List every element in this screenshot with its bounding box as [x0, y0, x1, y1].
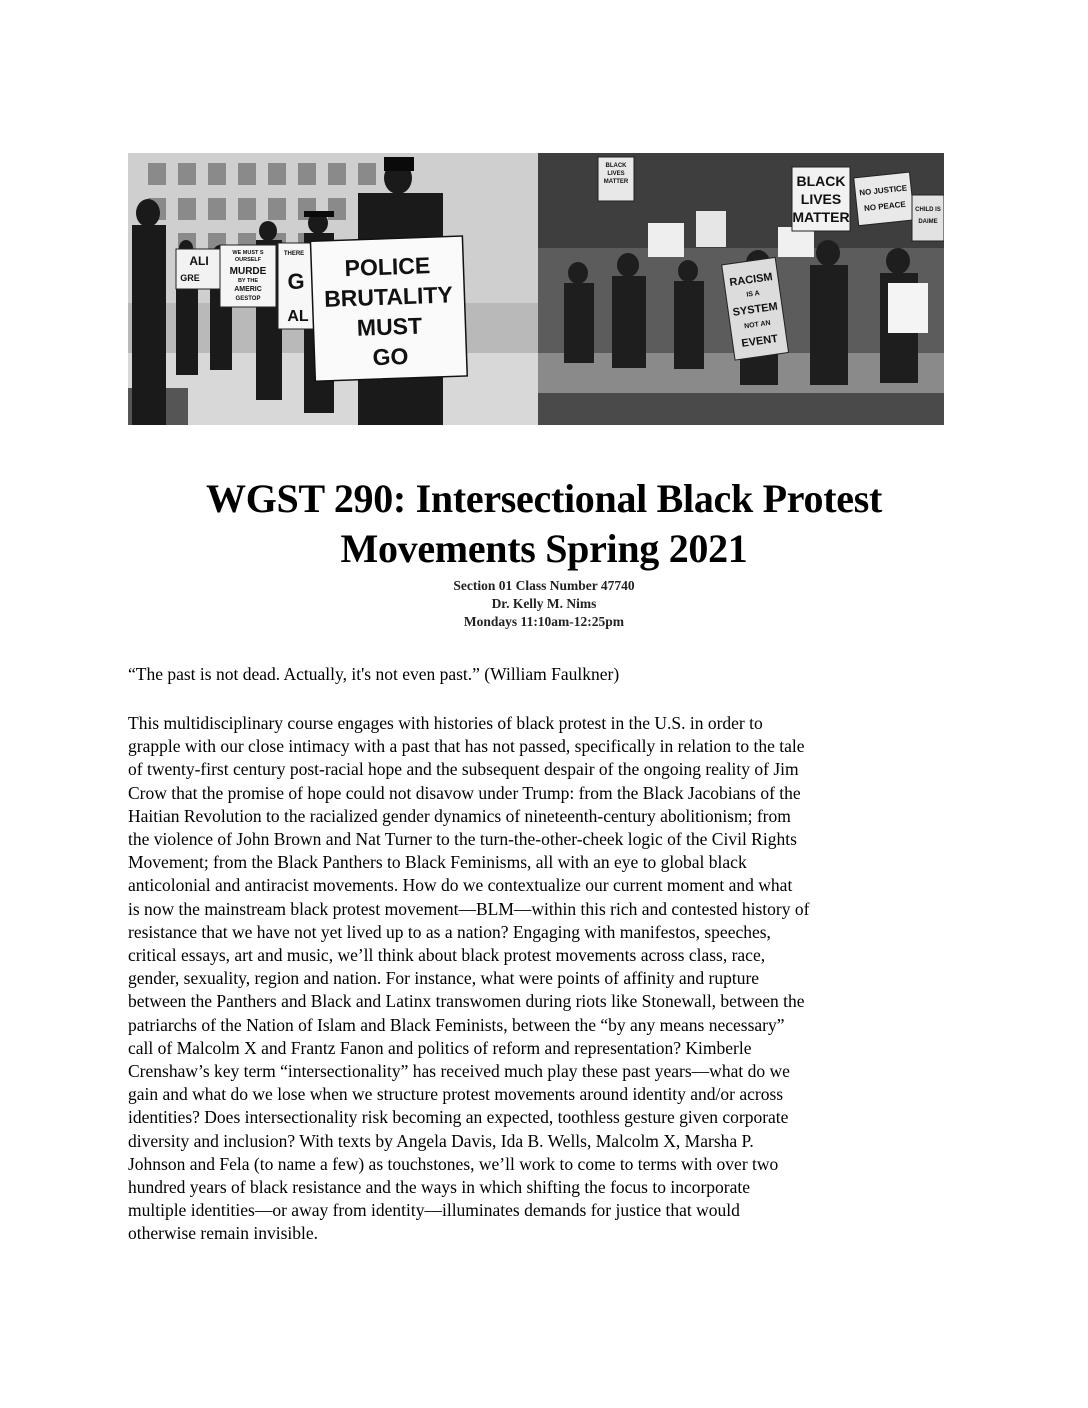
main-sign-line-2: BRUTALITY [323, 281, 454, 312]
description-line: call of Malcolm X and Frantz Fanon and politics of reform and representation? Kimberle [128, 1037, 752, 1058]
class-schedule: Mondays 11:10am-12:25pm [463, 614, 625, 629]
description-line: Movement; from the Black Panthers to Black Feminisms, all with an eye to global black [128, 852, 747, 873]
racism-sign-line-5: EVENT [740, 332, 779, 350]
protest-photos [128, 153, 944, 425]
main-sign-line-4: GO [372, 342, 409, 371]
back-sign-3-line-1: THERE [283, 251, 305, 257]
small-blm-sign-line-1: BLACK [605, 163, 627, 169]
description-line: is now the mainstream black protest movement—BLM—within this rich and contested history of [128, 898, 810, 919]
course-title [0, 474, 1088, 574]
back-sign-1-line-2: GRE [180, 273, 200, 283]
course-description [128, 712, 956, 1246]
modern-protest-photo [538, 153, 944, 425]
epigraph-quote: “The past is not dead. Actually, it's not even past.” (William Faulkner) [128, 664, 620, 684]
description-line: the violence of John Brown and Nat Turner to the turn-the-other-cheek logic of the Civil Rights [128, 829, 797, 850]
racism-sign-line-1: RACISM [728, 271, 774, 289]
description-line: Johnson and Fela (to name a few) as touchstones, we’ll work to come to terms with over two [128, 1153, 779, 1174]
back-sign-2-line-5: AMERIC [234, 286, 262, 293]
course-title-line-1: WGST 290: Intersectional Black Protest [206, 476, 882, 521]
back-sign-2-line-4: BY THE [237, 278, 259, 284]
description-line: hundred years of black resistance and the ways in which shifting the focus to incorporate [128, 1177, 751, 1198]
description-line: critical essays, art and music, we’ll think about black protest movements across class, race, [128, 945, 766, 966]
course-header [0, 474, 1088, 631]
description-line: diversity and inclusion? With texts by Angela Davis, Ida B. Wells, Malcolm X, Marsha P. [128, 1130, 754, 1151]
back-sign-3-line-3: AL [287, 308, 309, 325]
section-info: Section 01 Class Number 47740 [453, 578, 635, 593]
description-line: otherwise remain invisible. [128, 1223, 319, 1244]
blm-sign-line-2: LIVES [800, 191, 842, 207]
description-line: gain and what do we lose when we structure protest movements around identity and/or across [128, 1084, 784, 1105]
child-sign-line-2: DAIME [918, 219, 938, 225]
main-sign-line-1: POLICE [344, 252, 431, 282]
blm-sign-line-3: MATTER [792, 209, 850, 225]
no-justice-sign-line-2: NO PEACE [863, 199, 907, 214]
description-line: patriarchs of the Nation of Islam and Black Feminists, between the “by any means necessary” [128, 1014, 785, 1035]
course-title-line-2: Movements Spring 2021 [340, 526, 748, 571]
description-line: of twenty-first century post-racial hope and the subsequent despair of the ongoing reality of Jim [128, 759, 799, 780]
back-sign-2-line-2: OURSELF [234, 257, 262, 263]
back-sign-2-line-6: GESTOP [235, 296, 261, 302]
description-line: Crenshaw’s key term “intersectionality” has received much play these past years—what do we [128, 1061, 790, 1082]
small-blm-sign-line-3: MATTER [603, 179, 629, 185]
description-line: anticolonial and antiracist movements. How do we contextualize our current moment and what [128, 875, 793, 896]
back-sign-3-line-2: G [287, 269, 305, 294]
description-line: identities? Does intersectionality risk becoming an expected, toothless gesture given corporate [128, 1107, 789, 1128]
description-line: gender, sexuality, region and nation. For instance, what were points of affinity and rupture [128, 968, 760, 989]
child-sign-line-1: CHILD IS [915, 207, 941, 213]
description-line: between the Panthers and Black and Latinx transwomen during riots like Stonewall, between the [128, 991, 805, 1012]
banner-photo-collage [128, 153, 944, 425]
no-justice-sign-line-1: NO JUSTICE [858, 183, 908, 198]
course-meta [0, 577, 1088, 631]
description-line: This multidisciplinary course engages with histories of black protest in the U.S. in order to [128, 713, 763, 733]
racism-sign-line-2: IS A [745, 289, 761, 299]
small-blm-sign-line-2: LIVES [607, 171, 625, 177]
back-sign-2-line-3: MURDE [229, 266, 267, 277]
blm-sign-line-1: BLACK [796, 173, 846, 189]
description-line: multiple identities—or away from identity—illuminates demands for justice that would [128, 1200, 740, 1221]
racism-sign-line-3: SYSTEM [732, 300, 779, 319]
back-sign-2-line-1: WE MUST S [232, 250, 264, 256]
description-line: resistance that we have not yet lived up to as a nation? Engaging with manifestos, speeches, [128, 921, 771, 942]
main-sign-line-3: MUST [356, 312, 423, 341]
instructor-name: Dr. Kelly M. Nims [491, 596, 597, 611]
description-line: grapple with our close intimacy with a past that has not passed, specifically in relation to the tale [128, 736, 805, 757]
back-sign-1-line-1: ALI [189, 254, 209, 268]
racism-sign-line-4: NOT AN [743, 319, 772, 331]
historic-march-photo [128, 153, 538, 425]
description-line: Crow that the promise of hope could not disavow under Trump: from the Black Jacobians of the [128, 782, 801, 803]
description-line: Haitian Revolution to the racialized gender dynamics of nineteenth-century abolitionism; from [128, 805, 791, 826]
